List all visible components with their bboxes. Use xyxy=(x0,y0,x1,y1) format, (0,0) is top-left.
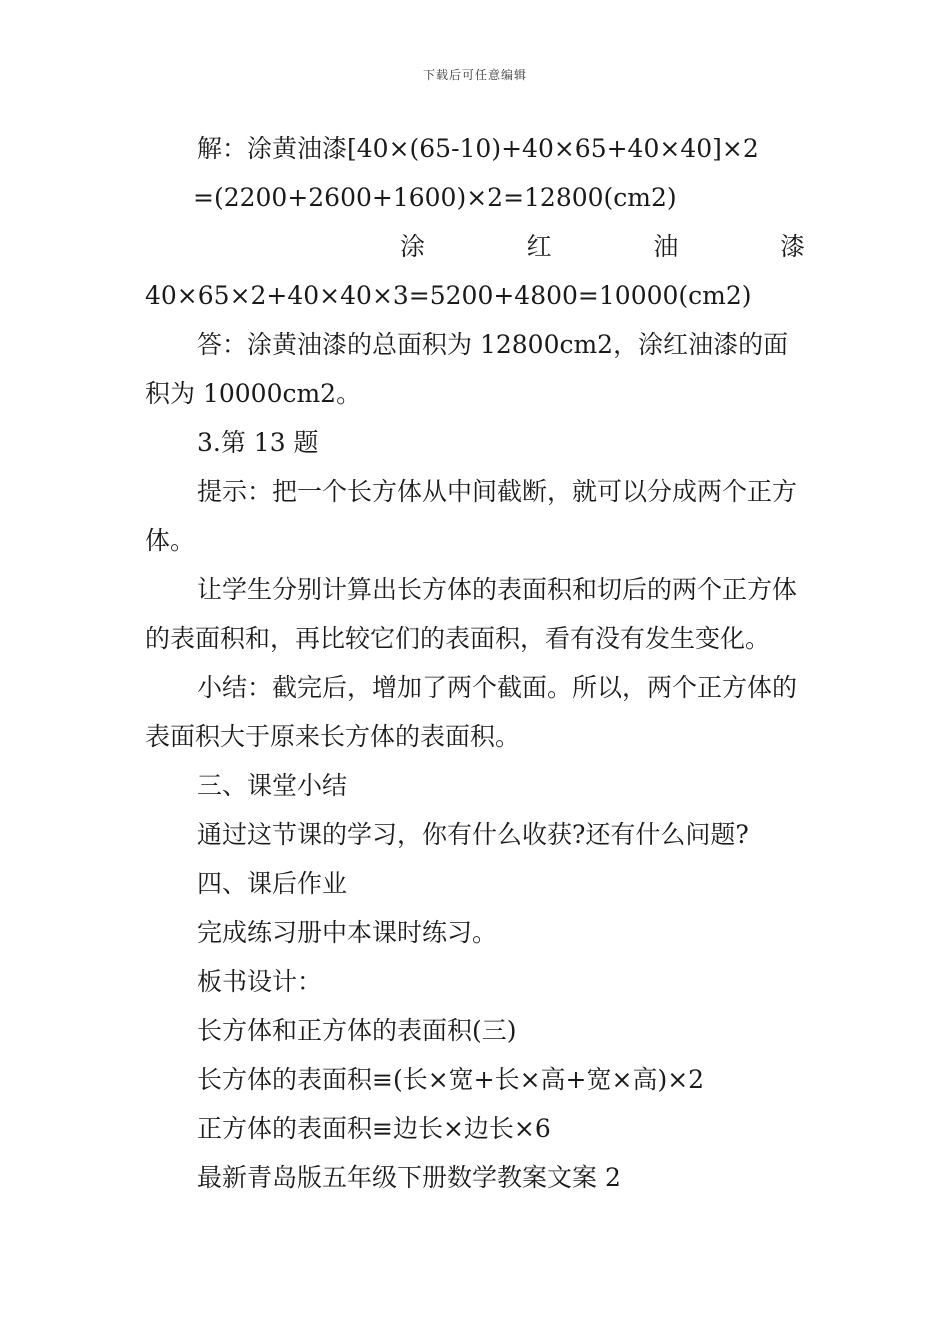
section-homework-heading: 四、课后作业 xyxy=(197,869,348,898)
solution-yellow-paint: 解：涂黄油漆[40×(65-10)+40×65+40×40]×2 xyxy=(197,134,759,163)
hint-paragraph: 提示：把一个长方体从中间截断，就可以分成两个正方体。 xyxy=(145,477,798,555)
board-title: 长方体和正方体的表面积(三) xyxy=(197,1016,517,1045)
homework-text: 完成练习册中本课时练习。 xyxy=(197,918,498,947)
answer-paragraph: 答：涂黄油漆的总面积为 12800cm2，涂红油漆的面积为 10000cm2。 xyxy=(145,330,789,408)
page-header: 下载后可任意编辑 xyxy=(422,68,527,82)
board-design-heading: 板书设计： xyxy=(197,967,323,996)
cuboid-area-formula: 长方体的表面积≡(长×宽+长×高+宽×高)×2 xyxy=(197,1065,705,1094)
class-summary-question: 通过这节课的学习，你有什么收获?还有什么问题? xyxy=(197,820,749,849)
solution-red-formula: 40×65×2+40×40×3=5200+4800=10000(cm2) xyxy=(145,281,752,310)
document-body xyxy=(145,124,805,1202)
question-13-heading: 3.第 13 题 xyxy=(197,428,319,457)
student-task-paragraph: 让学生分别计算出长方体的表面积和切后的两个正方体的表面积和，再比较它们的表面积，看有没有发生变化。 xyxy=(145,575,798,653)
section-class-summary-heading: 三、课堂小结 xyxy=(197,771,348,800)
red-label-char: 涂 xyxy=(400,232,426,261)
solution-red-label xyxy=(145,222,805,271)
solution-yellow-result: =(2200+2600+1600)×2=12800(cm2) xyxy=(193,183,677,212)
red-label-char: 油 xyxy=(653,232,679,261)
next-document-title: 最新青岛版五年级下册数学教案文案 2 xyxy=(197,1163,621,1192)
red-label-char: 红 xyxy=(526,232,552,261)
cube-area-formula: 正方体的表面积≡边长×边长×6 xyxy=(197,1114,551,1143)
summary-paragraph: 小结：截完后，增加了两个截面。所以，两个正方体的表面积大于原来长方体的表面积。 xyxy=(145,673,798,751)
red-label-char: 漆 xyxy=(779,232,805,261)
